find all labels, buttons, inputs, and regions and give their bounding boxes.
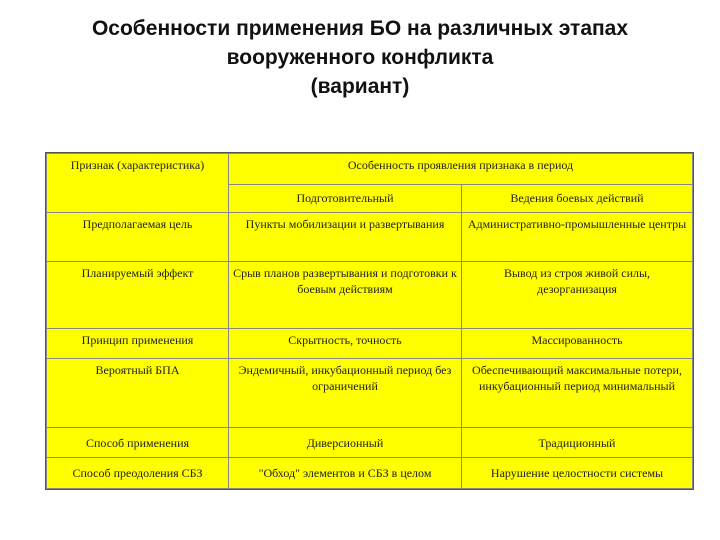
header-feature-cell: Признак (характеристика) <box>47 154 229 213</box>
feature-cell: Способ преодоления СБЗ <box>47 458 229 489</box>
table-row <box>47 358 693 427</box>
combat-cell: Массированность <box>462 329 693 359</box>
feature-cell: Принцип применения <box>47 329 229 359</box>
feature-cell: Способ применения <box>47 427 229 458</box>
combat-cell: Традиционный <box>462 427 693 458</box>
preparatory-cell: Диверсионный <box>229 427 462 458</box>
preparatory-cell: Скрытность, точность <box>229 329 462 359</box>
title-line: Особенности применения БО на различных этапах <box>91 17 629 40</box>
preparatory-cell: Срыв планов развертывания и подготовки к боевым действиям <box>229 261 462 328</box>
table-row <box>47 329 693 359</box>
combat-cell: Обеспечивающий максимальные потери, инкубационный период минимальный <box>462 358 693 427</box>
table-row <box>47 427 693 458</box>
table-row <box>47 261 693 328</box>
feature-cell: Планируемый эффект <box>47 261 229 328</box>
preparatory-cell: Эндемичный, инкубационный период без ограничений <box>229 358 462 427</box>
preparatory-cell: "Обход" элементов и СБЗ в целом <box>229 458 462 489</box>
header-combat-cell: Ведения боевых действий <box>462 184 693 213</box>
preparatory-cell: Пункты мобилизации и развертывания <box>229 213 462 262</box>
table-row <box>47 458 693 489</box>
slide-title <box>0 14 720 101</box>
combat-cell: Вывод из строя живой силы, дезорганизация <box>462 261 693 328</box>
title-line: вооруженного конфликта <box>226 46 494 69</box>
title-line: (вариант) <box>310 75 410 98</box>
combat-cell: Нарушение целостности системы <box>462 458 693 489</box>
feature-cell: Предполагаемая цель <box>47 213 229 262</box>
table-row <box>47 213 693 262</box>
header-preparatory-cell: Подготовительный <box>229 184 462 213</box>
features-table <box>46 153 693 489</box>
header-period-group-cell: Особенность проявления признака в период <box>229 154 693 185</box>
combat-cell: Административно-промышленные центры <box>462 213 693 262</box>
feature-cell: Вероятный БПА <box>47 358 229 427</box>
table-header-row <box>47 154 693 185</box>
